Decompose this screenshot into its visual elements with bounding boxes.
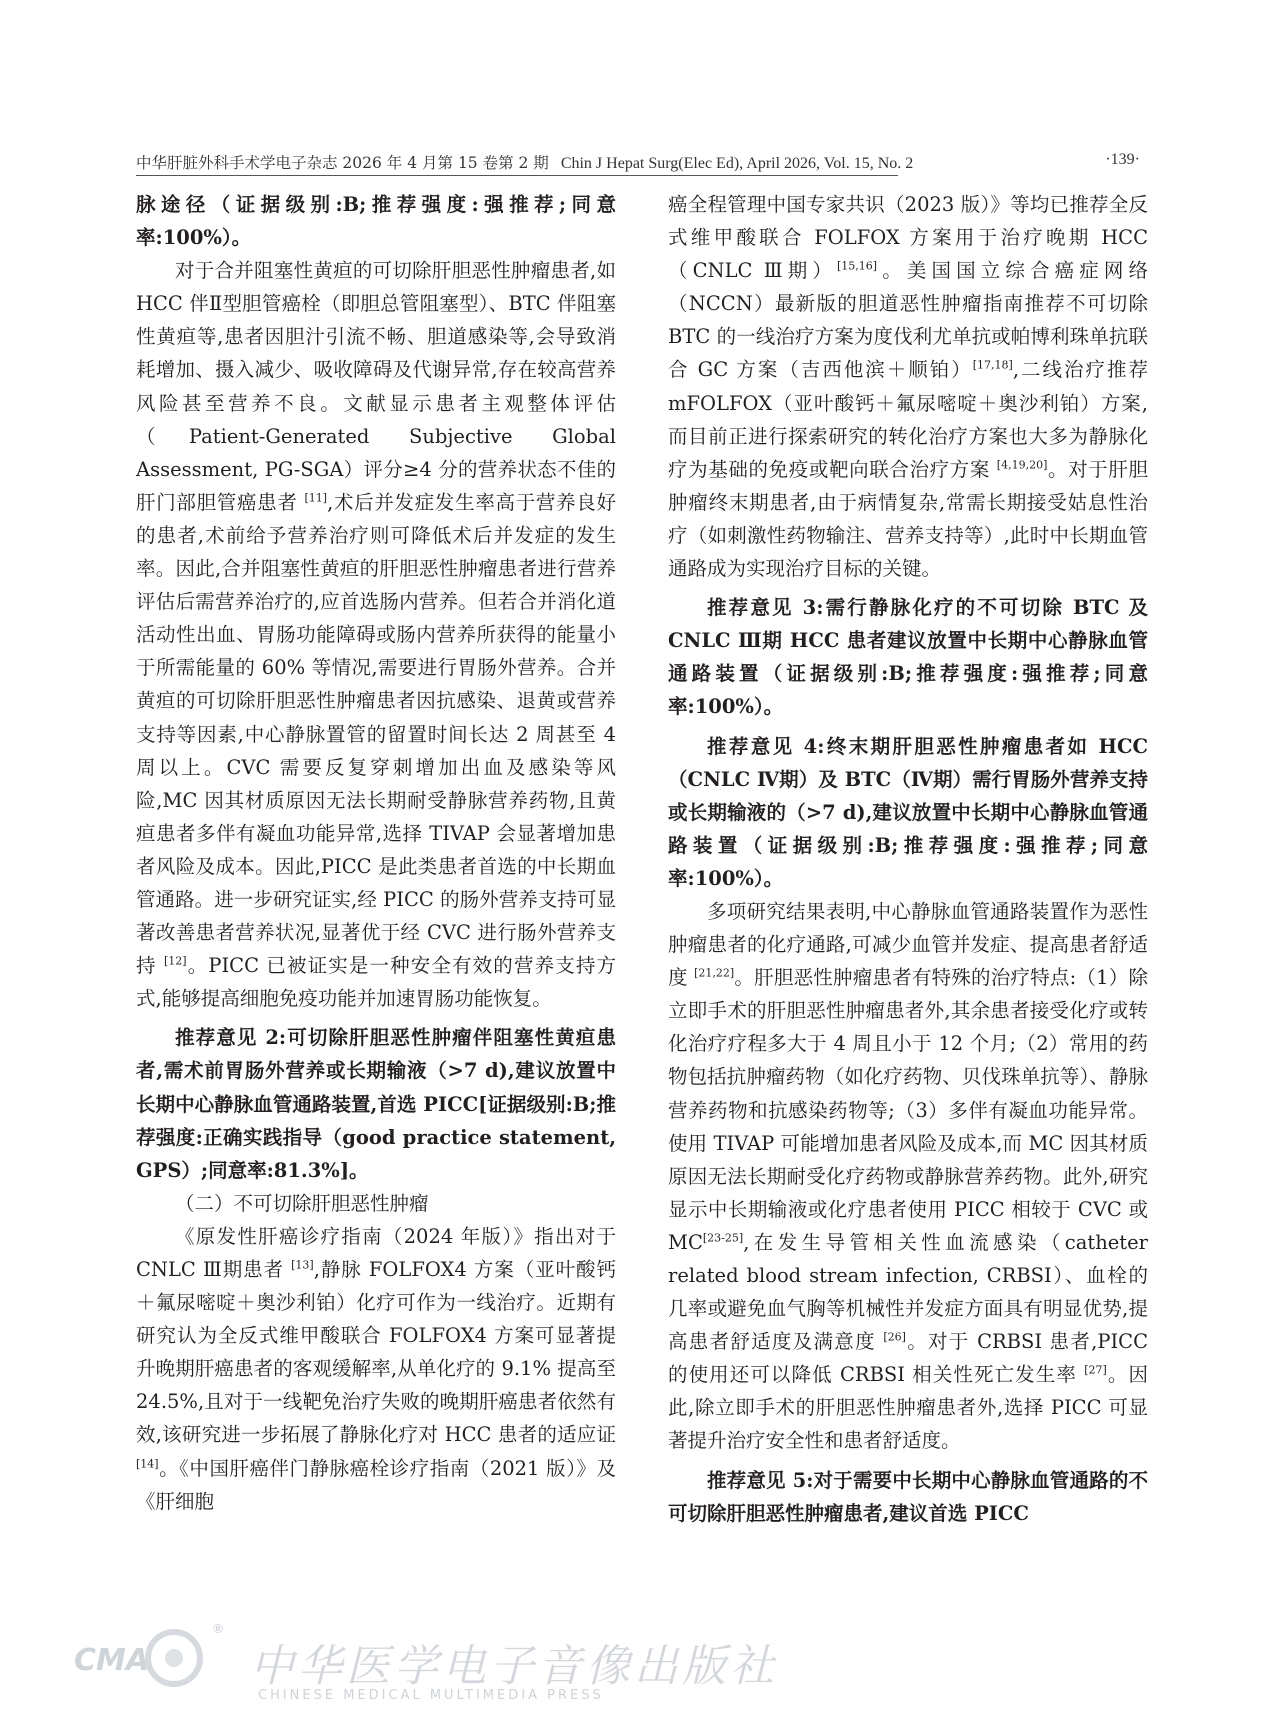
citation-reference: [14] [136, 1456, 159, 1470]
body-paragraph [136, 254, 616, 1015]
citation-reference: [15,16] [837, 259, 878, 273]
citation-reference: [26] [883, 1330, 906, 1344]
body-paragraph [668, 895, 1148, 1458]
citation-reference: [21,22] [694, 966, 735, 980]
recommendation-paragraph: 推荐意见 3:需行静脉化疗的不可切除 BTC 及 CNLC Ⅲ期 HCC 患者建议放置中长期中心静脉血管通路装置（证据级别:B;推荐强度:强推荐;同意率:100%）。 [668, 596, 1148, 719]
text-run: ,二线治疗推荐 mFOLFOX（亚叶酸钙＋氟尿嘧啶＋奥沙利铂）方案,而目前正进行探索研究的转化治疗方案也大多为静脉化疗为基础的免疫或靶向联合治疗方案 [668, 358, 1148, 481]
publisher-logo [60, 1620, 778, 1710]
text-run: ,在发生导管相关性血流感染（catheter related blood stream infection, CRBSI）、血栓的几率或避免血气胸等机械性并发症方面具有明显优势,提高患者舒适度及满意度 [668, 1230, 1148, 1354]
recommendation-paragraph: 推荐意见 2:可切除肝胆恶性肿瘤伴阻塞性黄疸患者,需术前胃肠外营养或长期输液（>7 d),建议放置中长期中心静脉血管通路装置,首选 PICC[证据级别:B;推荐强度:正确实践指导（good practice statement, GPS）;同意率:81.3%]。 [136, 1026, 616, 1182]
recommendation-paragraph: 脉途径（证据级别:B;推荐强度:强推荐;同意率:100%）。 [136, 193, 616, 250]
section-subheading: （二）不可切除肝胆恶性肿瘤 [175, 1191, 429, 1215]
text-run: ,静脉 FOLFOX4 方案（亚叶酸钙＋氟尿嘧啶＋奥沙利铂）化疗可作为一线治疗。近期有研究认为全反式维甲酸联合 FOLFOX4 方案可显著提升晚期肝癌患者的客观缓解率,从单化疗的 9.1% 提高至 24.5%,且对于一线靶免治疗失败的晚期肝癌患者依然有效,该研究进一步拓展了静脉化疗对 HCC 患者的适应证 [136, 1258, 616, 1447]
text-run: 癌全程管理中国专家共识（2023 版）》等均已推荐全反式维甲酸联合 FOLFOX 方案用于治疗晚期 HCC（CNLC Ⅲ期） [668, 193, 1148, 283]
publisher-name-cn: 中华医学电子音像出版社 [250, 1641, 778, 1692]
publisher-name-en: CHINESE MEDICAL MULTIMEDIA PRESS [258, 1688, 604, 1703]
citation-reference: [13] [291, 1258, 314, 1272]
text-run: 。美国国立综合癌症网络（NCCN）最新版的胆道恶性肿瘤指南推荐不可切除 BTC 的一线治疗方案为度伐利尤单抗或帕博利珠单抗联合 GC 方案（吉西他滨＋顺铂） [668, 259, 1148, 382]
text-run: 《原发性肝癌诊疗指南（2024 年版）》指出对于 CNLC Ⅲ期患者 [136, 1224, 616, 1281]
text-run: 多项研究结果表明,中心静脉血管通路装置作为恶性肿瘤患者的化疗通路,可减少血管并发症、提高患者舒适度 [668, 899, 1148, 990]
body-paragraph [668, 188, 1148, 585]
page-number: ·139· [1105, 151, 1140, 168]
left-column [136, 188, 616, 1518]
registered-mark: ® [212, 1622, 224, 1636]
citation-reference: [4,19,20] [996, 458, 1048, 472]
text-run: 。《中国肝癌伴门静脉癌栓诊疗指南（2021 版）》及《肝细胞 [136, 1456, 616, 1513]
text-run: 。对于肝胆肿瘤终末期患者,由于病情复杂,常需长期接受姑息性治疗（如刺激性药物输注、营养支持等）,此时中长期血管通路成为实现治疗目标的关键。 [668, 457, 1148, 581]
citation-reference: [17,18] [972, 358, 1013, 372]
text-run: ,术后并发症发生率高于营养良好的患者,术前给予营养治疗则可降低术后并发症的发生率。因此,合并阻塞性黄疸的肝胆恶性肿瘤患者进行营养评估后需营养治疗的,应首选肠内营养。但若合并消化道活动性出血、胃肠功能障碍或肠内营养所获得的能量小于所需能量的 60% 等情况,需要进行胃肠外营养。合并黄疸的可切除肝胆恶性肿瘤患者因抗感染、退黄或营养支持等因素,中心静脉置管的留置时间长达 2 周甚至 4 周以上。CVC 需要反复穿刺增加出血及感染等风险,MC 因其材质原因无法长期耐受静脉营养药物,且黄疸患者多伴有凝血功能异常,选择 TIVAP 会显著增加患者风险及成本。因此,PICC 是此类患者首选的中长期血管通路。进一步研究证实,经 PICC 的肠外营养支持可显著改善患者营养状况,显著优于经 CVC 进行肠外营养支持 [136, 490, 617, 978]
right-column [668, 188, 1148, 1530]
text-run: 。对于 CRBSI 患者,PICC 的使用还可以降低 CRBSI 相关性死亡发生率 [668, 1330, 1148, 1387]
citation-reference: [12] [163, 954, 187, 968]
recommendation-paragraph: 推荐意见 5:对于需要中长期中心静脉血管通路的不可切除肝胆恶性肿瘤患者,建议首选 PICC [668, 1468, 1148, 1525]
text-run: 。PICC 已被证实是一种安全有效的营养支持方式,能够提高细胞免疫功能并加速胃肠功能恢复。 [136, 954, 616, 1011]
body-paragraph [136, 1220, 616, 1518]
text-run: 对于合并阻塞性黄疸的可切除肝胆恶性肿瘤患者,如 HCC 伴Ⅱ型胆管癌栓（即胆总管阻塞型）、BTC 伴阻塞性黄疸等,患者因胆汁引流不畅、胆道感染等,会导致消耗增加、摄入减少、吸收障碍及代谢异常,存在较高营养风险甚至营养不良。文献显示患者主观整体评估（Patient-Generated Subjective Global Assessment, PG-SGA）评分≥4 分的营养状态不佳的肝门部胆管癌患者 [136, 259, 616, 514]
text-run: 。肝胆恶性肿瘤患者有特殊的治疗特点:（1）除立即手术的肝胆恶性肿瘤患者外,其余患者接受化疗或转化治疗疗程多大于 4 周且小于 12 个月;（2）常用的药物包括抗肿瘤药物（如化疗药物、贝伐珠单抗等）、静脉营养药物和抗感染药物等;（3）多伴有凝血功能异常。使用 TIVAP 可能增加患者风险及成本,而 MC 因其材质原因无法长期耐受化疗药物或静脉营养药物。此外,研究显示中长期输液或化疗患者使用 PICC 相较于 CVC 或 MC [668, 966, 1148, 1254]
running-head [136, 151, 1140, 175]
header-rule [136, 175, 898, 176]
citation-reference: [23-25] [702, 1231, 744, 1245]
citation-reference: [11] [304, 491, 328, 505]
journal-name-en: Chin J Hepat Surg(Elec Ed), April 2026, Vol. 15, No. 2 [560, 155, 914, 172]
journal-citation [136, 151, 913, 173]
cma-logo-text: CMA [74, 1643, 150, 1678]
journal-name-cn: 中华肝脏外科手术学电子杂志 2026 年 4 月第 15 卷第 2 期 [136, 154, 549, 172]
cma-logo-icon [70, 1628, 220, 1688]
citation-reference: [27] [1084, 1363, 1107, 1377]
recommendation-paragraph: 推荐意见 4:终末期肝胆恶性肿瘤患者如 HCC（CNLC Ⅳ期）及 BTC（Ⅳ期）需行胃肠外营养支持或长期输液的（>7 d),建议放置中长期中心静脉血管通路装置（证据级别:B;推荐强度:强推荐;同意率:100%）。 [668, 734, 1148, 890]
text-run: 。因此,除立即手术的肝胆恶性肿瘤患者外,选择 PICC 可显著提升治疗安全性和患者舒适度。 [668, 1363, 1148, 1453]
